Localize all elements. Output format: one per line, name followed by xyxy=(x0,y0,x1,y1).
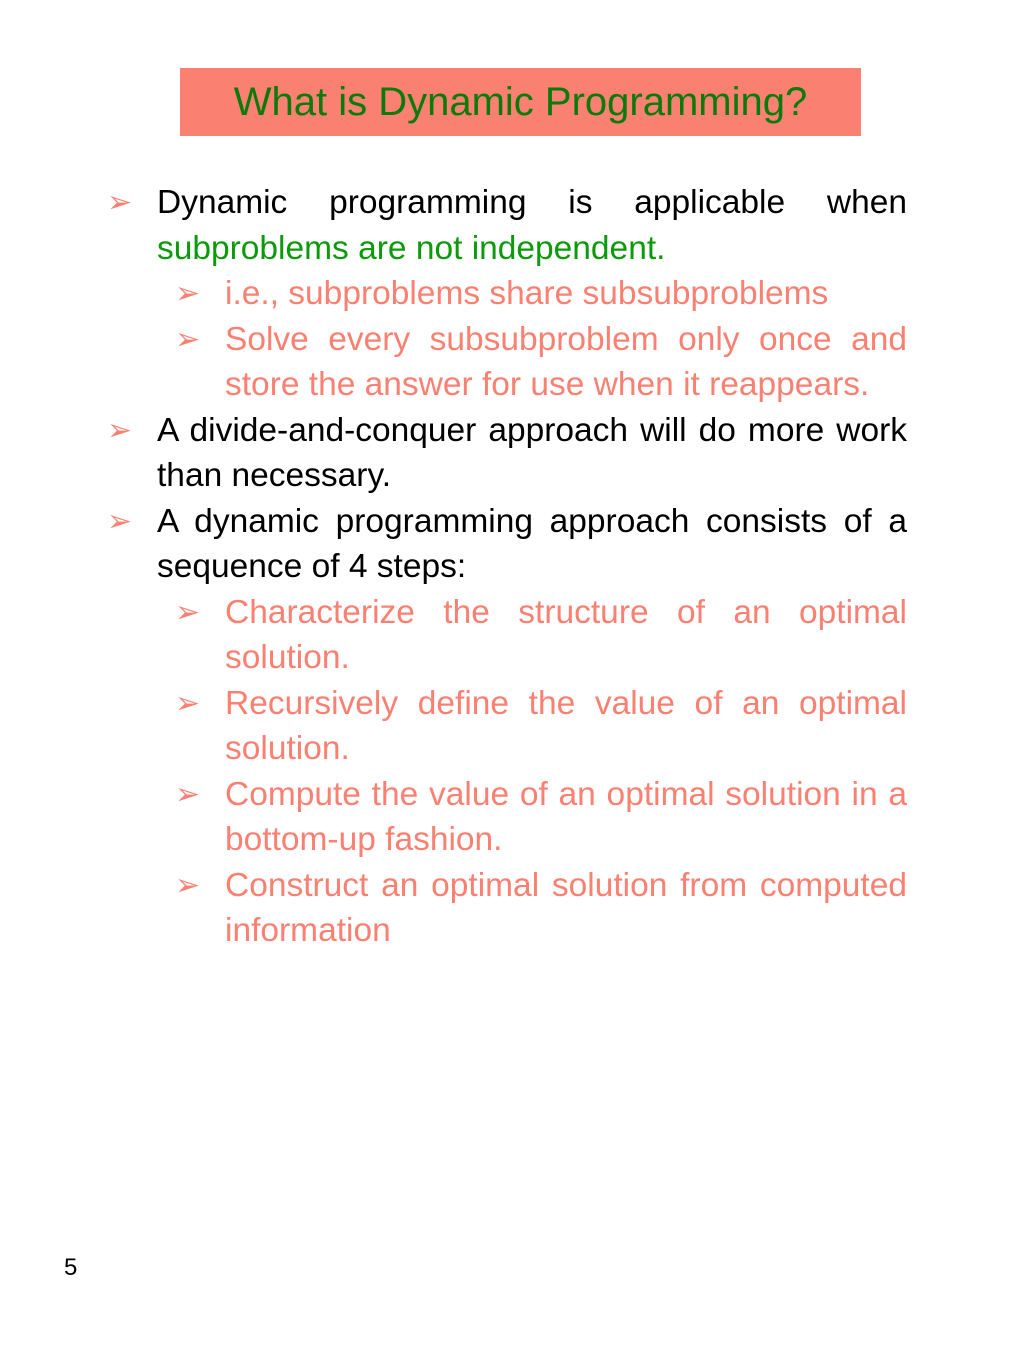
arrow-bullet-icon: ➢ xyxy=(175,277,201,310)
list-item xyxy=(105,499,907,590)
list-item xyxy=(105,408,907,499)
sub-list-item xyxy=(105,271,907,317)
arrow-bullet-icon: ➢ xyxy=(107,413,133,447)
sub-list-item xyxy=(105,590,907,681)
list-item-text: Characterize the structure of an optimal solution. xyxy=(225,593,907,676)
arrow-bullet-icon: ➢ xyxy=(175,777,201,811)
sub-list-item xyxy=(105,681,907,772)
arrow-bullet-icon: ➢ xyxy=(175,868,201,902)
page-number: 5 xyxy=(64,1254,78,1281)
list-item-text: A dynamic programming approach consists of a sequence of 4 steps: xyxy=(157,502,907,585)
sub-list-item xyxy=(105,772,907,863)
list-item-text: Recursively define the value of an optimal solution. xyxy=(225,684,907,767)
list-item xyxy=(105,180,907,271)
list-item-text: i.e., subproblems share subsubproblems xyxy=(225,275,829,312)
list-item-text: Construct an optimal solution from computed information xyxy=(225,866,907,949)
slide-title: What is Dynamic Programming? xyxy=(180,68,861,136)
list-item-text: Compute the value of an optimal solution in a bottom-up fashion. xyxy=(225,775,907,858)
arrow-bullet-icon: ➢ xyxy=(107,504,133,538)
arrow-bullet-icon: ➢ xyxy=(175,595,201,629)
arrow-bullet-icon: ➢ xyxy=(107,186,133,219)
sub-list-item xyxy=(105,863,907,954)
arrow-bullet-icon: ➢ xyxy=(175,322,201,356)
sub-list-item xyxy=(105,317,907,408)
list-item-text: A divide-and-conquer approach will do more work than necessary. xyxy=(157,411,907,494)
list-item-text: Solve every subsubproblem only once and store the answer for use when it reappears. xyxy=(225,320,907,403)
list-item-highlight: subproblems are not independent. xyxy=(157,229,666,267)
list-item-text: Dynamic programming is applicable when xyxy=(157,184,907,221)
arrow-bullet-icon: ➢ xyxy=(175,686,201,720)
bullet-list xyxy=(105,180,907,954)
